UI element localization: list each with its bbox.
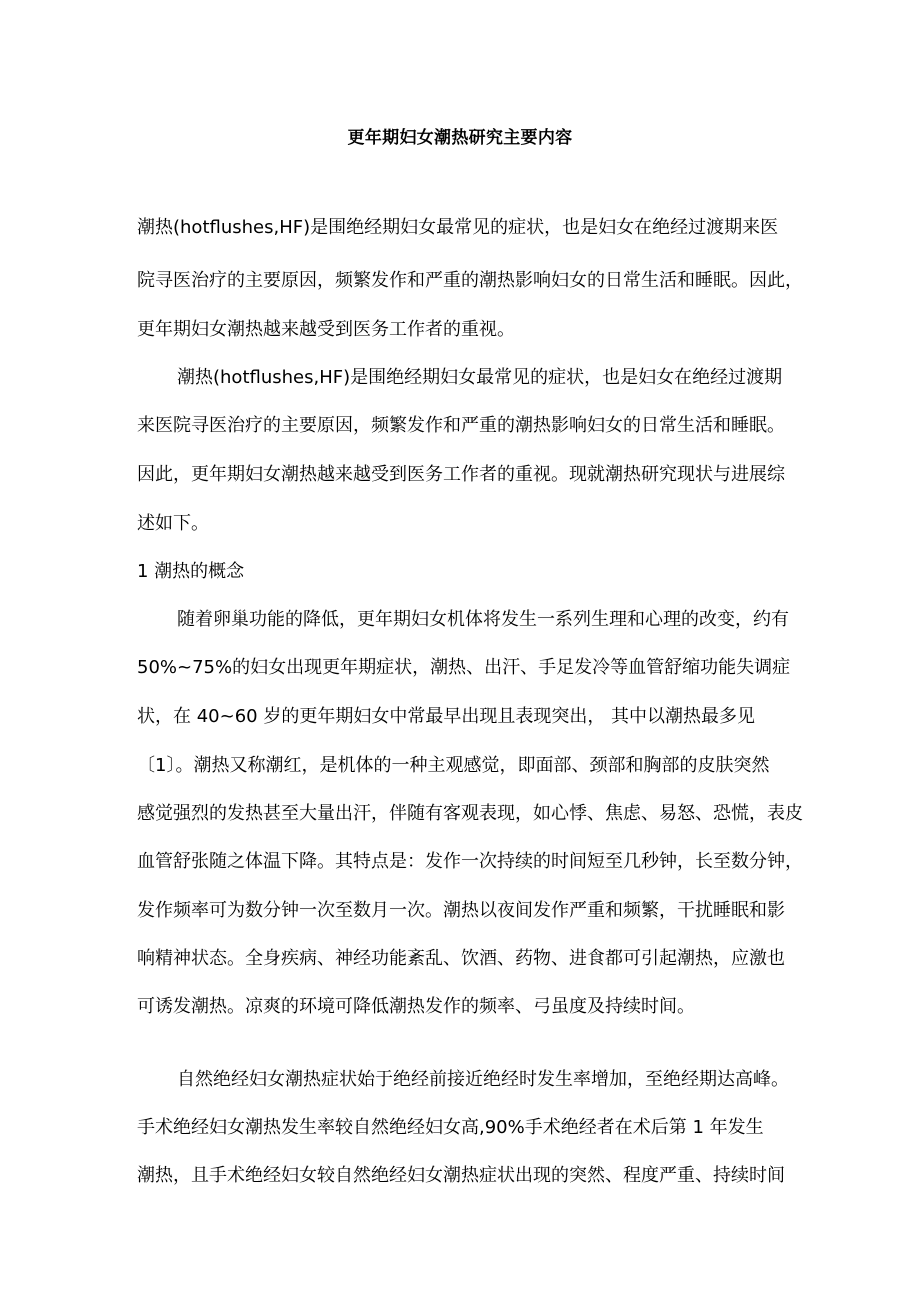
paragraph-line: 随着卵巢功能的降低，更年期妇女机体将发生一系列生理和心理的改变，约有 (177, 609, 789, 630)
paragraph-line: 手术绝经妇女潮热发生率较自然绝经妇女高,90%手术绝经者在术后第 1 年发生 (137, 1117, 764, 1138)
paragraph-line: 发作频率可为数分钟一次至数月一次。潮热以夜间发作严重和频繁，干扰睡眠和影 (137, 900, 785, 921)
paragraph-line: 自然绝经妇女潮热症状始于绝经前接近绝经时发生率增加，至绝经期达高峰。 (177, 1069, 789, 1090)
paragraph-line: 述如下。 (137, 513, 209, 534)
section-heading: 1 潮热的概念 (137, 561, 245, 582)
paragraph-line: 院寻医治疗的主要原因，频繁发作和严重的潮热影响妇女的日常生活和睡眠。因此， (137, 270, 803, 291)
paragraph-line: 来医院寻医治疗的主要原因，频繁发作和严重的潮热影响妇女的日常生活和睡眠。 (137, 415, 785, 436)
paragraph-line: 潮热(hotflushes,HF)是围绝经期妇女最常见的症状，也是妇女在绝经过渡期 (177, 367, 783, 388)
paragraph-line: 响精神状态。全身疾病、神经功能紊乱、饮酒、药物、进食都可引起潮热，应激也 (137, 948, 785, 969)
paragraph-line: 〔1〕。潮热又称潮红，是机体的一种主观感觉，即面部、颈部和胸部的皮肤突然 (137, 755, 770, 776)
paragraph-line: 血管舒张随之体温下降。其特点是：发作一次持续的时间短至几秒钟，长至数分钟， (137, 851, 803, 872)
document-title: 更年期妇女潮热研究主要内容 (347, 128, 573, 148)
paragraph-line: 50%~75%的妇女出现更年期症状，潮热、出汗、手足发冷等血管舒缩功能失调症 (137, 657, 791, 678)
paragraph-line: 更年期妇女潮热越来越受到医务工作者的重视。 (137, 319, 515, 340)
paragraph-line: 感觉强烈的发热甚至大量出汗，伴随有客观表现，如心悸、焦虑、易怒、恐慌，表皮 (137, 803, 803, 824)
paragraph-line: 潮热(hotflushes,HF)是围绝经期妇女最常见的症状，也是妇女在绝经过渡期来医 (137, 217, 779, 238)
paragraph-line: 因此，更年期妇女潮热越来越受到医务工作者的重视。现就潮热研究现状与进展综 (137, 464, 785, 485)
paragraph-line: 可诱发潮热。凉爽的环境可降低潮热发作的频率、弓虽度及持续时间。 (137, 996, 695, 1017)
paragraph-line: 潮热，且手术绝经妇女较自然绝经妇女潮热症状出现的突然、程度严重、持续时间 (137, 1165, 785, 1186)
paragraph-line: 状，在 40~60 岁的更年期妇女中常最早出现且表现突出， 其中以潮热最多见 (137, 706, 756, 727)
